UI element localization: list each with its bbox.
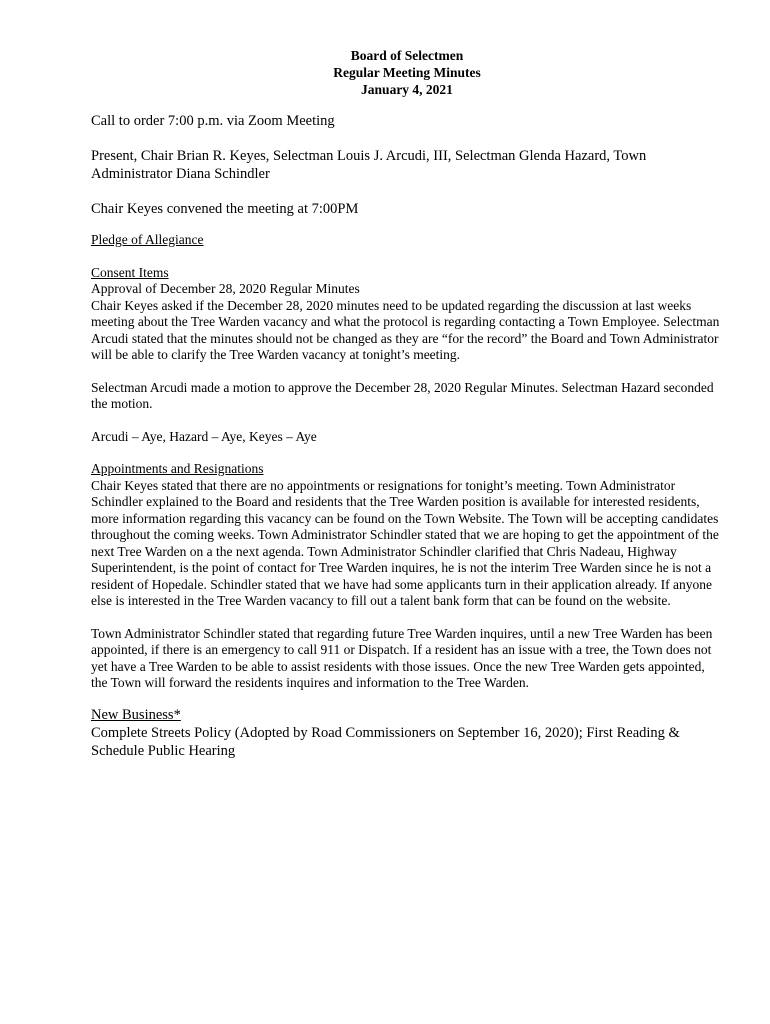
appointments-heading: Appointments and Resignations [91, 461, 264, 476]
pledge-heading-text: Pledge of Allegiance [91, 232, 204, 247]
appointments-paragraph-2: Town Administrator Schindler stated that regarding future Tree Warden inquires, until a new Tree Warden has been appointed, if there is an emergency to call 911 or Dispatch. If a resident has an issue with a tree, the Town does not yet have a Tree Warden to be able to assist residents with those issues. Once the new Tree Warden gets appointed, the Town will forward the residents inquires and information to the Tree Warden. [91, 625, 713, 690]
title-meeting-type: Regular Meeting Minutes [333, 65, 481, 80]
consent-heading: Consent Items [91, 264, 169, 280]
new-business-heading: New Business* [91, 706, 181, 723]
new-business-item: Complete Streets Policy (Adopted by Road Commissioners on September 16, 2020); First Reading & Schedule Public Hearing [91, 724, 680, 759]
document-title [91, 47, 723, 98]
consent-section [91, 265, 723, 364]
pledge-heading [91, 232, 723, 249]
consent-item: Approval of December 28, 2020 Regular Minutes [91, 281, 360, 296]
appointments-section [91, 461, 723, 610]
convened-statement: Chair Keyes convened the meeting at 7:00PM [91, 201, 359, 217]
consent-motion: Selectman Arcudi made a motion to approve the December 28, 2020 Regular Minutes. Selectman Hazard seconded the motion. [91, 379, 714, 411]
attendance: Present, Chair Brian R. Keyes, Selectman Louis J. Arcudi, III, Selectman Glenda Hazard, Town Administrator Diana Schindler [91, 148, 647, 182]
title-date: January 4, 2021 [361, 82, 453, 97]
consent-vote: Arcudi – Aye, Hazard – Aye, Keyes – Aye [91, 428, 317, 444]
appointments-paragraph-1: Chair Keyes stated that there are no appointments or resignations for tonight’s meeting. Town Administrator Schindler explained to the Board and residents that the Tree Warden position is available for interested residents, more information regarding this vacancy can be found on the Town Website. The Town will be accepting candidates throughout the coming weeks. Town Administrator Schindler stated that we are hoping to get the appointment of the next Tree Warden on a the next agenda. Town Administrator Schindler clarified that Chris Nadeau, Highway Superintendent, is the point of contact for Tree Warden inquires, he is not the interim Tree Warden since he is not a resident of Hopedale. Schindler stated that we have had some applicants turn in their application already. If anyone else is interested in the Tree Warden vacancy to fill out a talent bank form that can be found on the website. [91, 477, 719, 608]
consent-discussion: Chair Keyes asked if the December 28, 2020 minutes need to be updated regarding the discussion at last weeks meeting about the Tree Warden vacancy and what the protocol is regarding contacting a Town Employee. Selectman Arcudi stated that the minutes should not be changed as they are “for the record” the Board and Town Administrator will be able to clarify the Tree Warden vacancy at tonight’s meeting. [91, 297, 720, 362]
new-business-section [91, 706, 723, 760]
title-board: Board of Selectmen [350, 48, 464, 63]
document-page [91, 47, 723, 760]
call-to-order: Call to order 7:00 p.m. via Zoom Meeting [91, 113, 335, 129]
